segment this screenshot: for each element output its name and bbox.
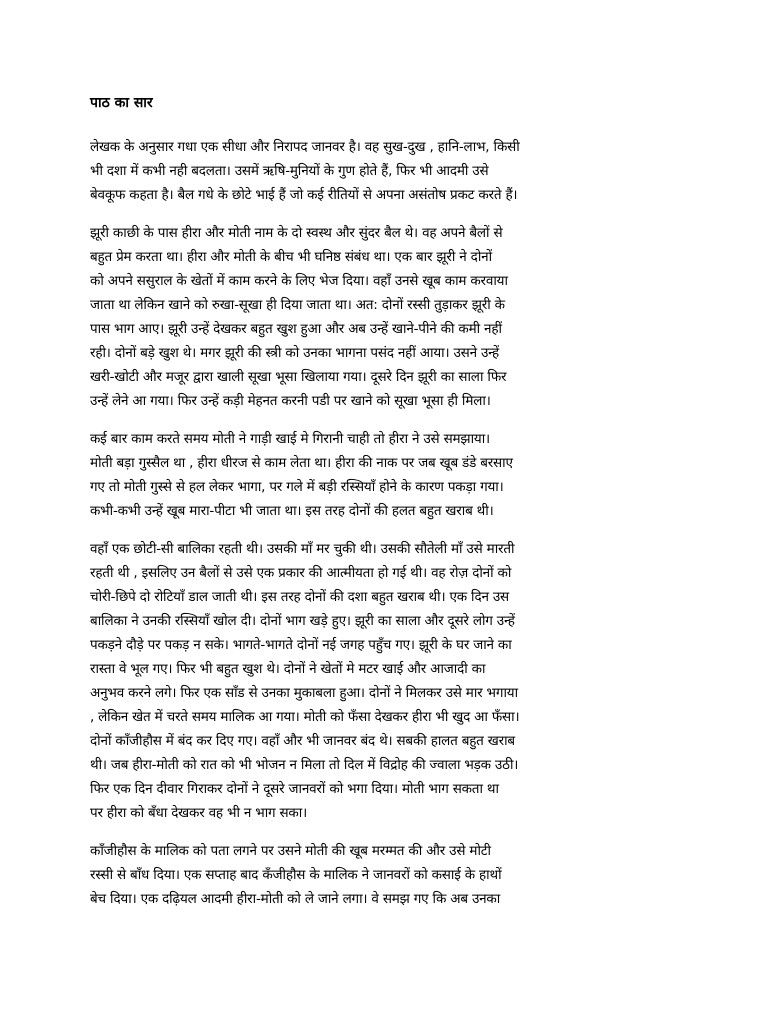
text-line: झूरी काछी के पास हीरा और मोती नाम के दो स्वस्थ और सुंदर बैल थे। वह अपने बैलों से <box>90 225 503 241</box>
text-line: काँजीहौस के मालिक को पता लगने पर उसने मोती की खूब मरम्मत की और उसे मोटी <box>90 843 491 859</box>
text-line: जाता था लेकिन खाने को रुखा-सूखा ही दिया जाता था। अत: दोनों रस्सी तुड़ाकर झूरी के <box>90 297 505 313</box>
text-line: कभी-कभी उन्हें खूब मारा-पीटा भी जाता था। इस तरह दोनों की हलत बहुत खराब थी। <box>90 503 494 519</box>
text-line: चोरी-छिपे दो रोटियाँ डाल जाती थी। इस तरह दोनों की दशा बहुत खराब थी। एक दिन उस <box>90 589 509 605</box>
text-line: रस्सी से बाँध दिया। एक सप्ताह बाद कँजीहौस के मालिक ने जानवरों को कसाई के हाथों <box>90 867 502 883</box>
text-line: कई बार काम करते समय मोती ने गाड़ी खाई मे गिरानी चाही तो हीरा ने उसे समझाया। <box>90 431 490 447</box>
paragraph-5 <box>90 839 680 911</box>
paragraph-3 <box>90 427 680 523</box>
paragraph-2 <box>90 221 680 413</box>
text-line: थी। जब हीरा-मोती को रात को भी भोजन न मिला तो दिल में विद्रोह की ज्वाला भड़क उठी। <box>90 757 519 773</box>
document-page <box>90 93 680 925</box>
text-line: खरी-खोटी और मजूर द्वारा खाली सूखा भूसा खिलाया गया। दूसरे दिन झूरी का साला फिर <box>90 369 507 385</box>
text-line: फिर एक दिन दीवार गिराकर दोनों ने दूसरे जानवरों को भगा दिया। मोती भाग सकता था <box>90 781 499 797</box>
text-line: बालिका ने उनकी रस्सियाँ खोल दी। दोनों भाग खड़े हुए। झूरी का साला और दूसरे लोग उन्हें <box>90 613 515 629</box>
text-line: दोनों काँजीहौस में बंद कर दिए गए। वहाँ और भी जानवर बंद थे। सबकी हालत बहुत खराब <box>90 733 515 749</box>
text-line: मोती बड़ा गुस्सैल था , हीरा धीरज से काम लेता था। हीरा की नाक पर जब खूब डंडे बरसाए <box>90 455 513 471</box>
text-line: , लेकिन खेत में चरते समय मालिक आ गया। मोती को फँसा देखकर हीरा भी खुद आ फँसा। <box>90 709 520 725</box>
text-line: पर हीरा को बँधा देखकर वह भी न भाग सका। <box>90 805 308 821</box>
text-line: बेवकूफ कहता है। बैल गधे के छोटे भाई हैं जो कई रीतियों से अपना असंतोष प्रकट करते हैं। <box>90 187 518 203</box>
text-line: बहुत प्रेम करता था। हीरा और मोती के बीच भी घनिष्ठ संबंध था। एक बार झूरी ने दोनों <box>90 249 492 265</box>
text-line: को अपने ससुराल के खेतों में काम करने के लिए भेज दिया। वहाँ उनसे खूब काम करवाया <box>90 273 508 289</box>
text-line: बेच दिया। एक दढ़ियल आदमी हीरा-मोती को ले जाने लगा। वे समझ गए कि अब उनका <box>90 891 501 907</box>
text-line: भी दशा में कभी नही बदलता। उसमें ऋषि-मुनियों के गुण होते हैं, फिर भी आदमी उसे <box>90 163 489 179</box>
text-line: लेखक के अनुसार गधा एक सीधा और निरापद जानवर है। वह सुख-दुख , हानि-लाभ, किसी <box>90 139 520 155</box>
text-line: रहती थी , इसलिए उन बैलों से उसे एक प्रकार की आत्मीयता हो गई थी। वह रोज़ दोनों को <box>90 565 512 581</box>
text-line: गए तो मोती गुस्से से हल लेकर भागा, पर गले में बड़ी रस्सियाँ होने के कारण पकड़ा गया। <box>90 479 504 495</box>
paragraph-4 <box>90 537 680 825</box>
text-line: रास्ता वे भूल गए। फिर भी बहुत खुश थे। दोनों ने खेतों मे मटर खाई और आजादी का <box>90 661 486 677</box>
text-line: रही। दोनों बड़े खुश थे। मगर झूरी की स्त्री को उनका भागना पसंद नहीं आया। उसने उन्हें <box>90 345 499 361</box>
text-line: अनुभव करने लगे। फिर एक साँड से उनका मुकाबला हुआ। दोनों ने मिलकर उसे मार भगाया <box>90 685 518 701</box>
text-line: उन्हें लेने आ गया। फिर उन्हें कड़ी मेहनत करनी पडी पर खाने को सूखा भूसा ही मिला। <box>90 393 491 409</box>
text-line: पास भाग आए। झूरी उन्हें देखकर बहुत खुश हुआ और अब उन्हें खाने-पीने की कमी नहीं <box>90 321 502 337</box>
text-line: वहाँ एक छोटी-सी बालिका रहती थी। उसकी माँ मर चुकी थी। उसकी सौतेली माँ उसे मारती <box>90 541 515 557</box>
paragraph-1 <box>90 135 680 207</box>
text-line: पकड़ने दौड़े पर पकड़ न सके। भागते-भागते दोनों नई जगह पहुँच गए। झूरी के घर जाने का <box>90 637 512 653</box>
section-heading: पाठ का सार <box>90 95 153 111</box>
